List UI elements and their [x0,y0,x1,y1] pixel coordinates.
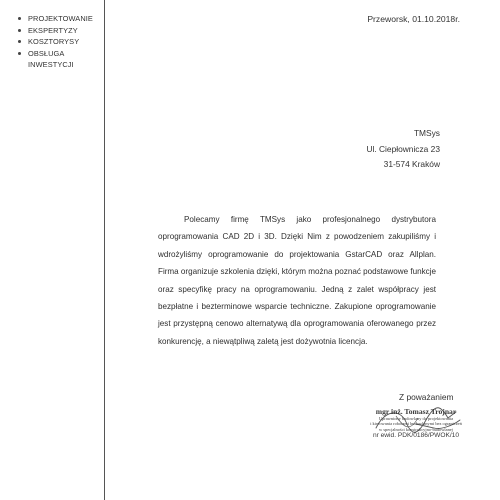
services-list [18,13,102,71]
professional-stamp [362,407,470,463]
recipient-city: 31-574 Kraków [383,159,440,169]
service-item: KOSZTORYSY [18,36,102,48]
service-item: EKSPERTYZY [18,25,102,37]
recipient-name: TMSys [413,128,440,138]
service-item: OBSŁUGA INWESTYCJI [18,48,102,71]
stamp-line: i kierowania robotami budowlanymi bez ograniczeń [370,421,462,427]
letter-body [158,211,436,350]
body-paragraph: Polecamy firmę TMSys jako profesjonalnego dystrybutora oprogramowania CAD 2D i 3D. Dzięki Nim z powodzeniem zakupiliśmy i wdrożyliśmy oprogramowanie do projektowania GstarCAD oraz Allplan. Firma organizuje szkolenia dzięki, którym można poznać podstawowe funkcje oraz specyfikę pracy na oprogramowaniu. Jedną z zalet współpracy jest bezpłatne i bezterminowe wsparcie techniczne. Zakupione oprogramowanie jest przystępną cenowo alternatywą dla oprogramowania oferowanego przez konkurencję, a niewątpliwą zaletą jest dożywotnia licencja. [158,215,437,346]
closing-phrase: Z poważaniem [399,392,454,402]
service-item: PROJEKTOWANIE [18,13,102,25]
stamp-line: Uprawniony budowlany do projektowania [378,416,454,421]
recipient-address [366,126,440,173]
bullet-icon [18,40,21,43]
bullet-icon [18,52,21,55]
stamp-registration: nr ewid. PDK/0186/PWOK/10 [372,432,460,440]
recipient-street: Ul. Ciepłownicza 23 [366,143,440,154]
stamp-name: mgr inż. Tomasz Trojnar [375,407,457,416]
bullet-icon [18,29,21,32]
sidebar-divider [104,0,105,500]
place-date: Przeworsk, 01.10.2018r. [367,14,460,24]
stamp-line: w specjalności konstrukcyjno-budowlanej [379,426,453,432]
services-sidebar [0,0,106,500]
bullet-icon [18,17,21,20]
